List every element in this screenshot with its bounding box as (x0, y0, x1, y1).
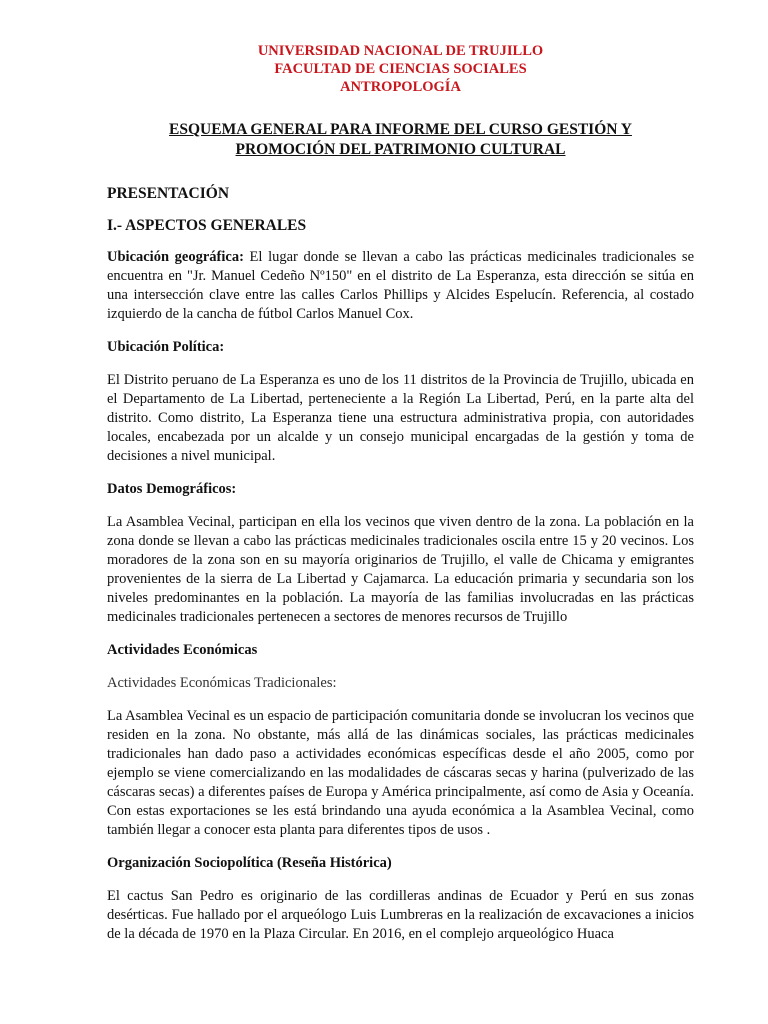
section-presentacion: PRESENTACIÓN (107, 185, 230, 202)
document-page (107, 42, 694, 944)
organizacion-heading: Organización Sociopolítica (Reseña Histórica) (107, 855, 392, 871)
university-name: UNIVERSIDAD NACIONAL DE TRUJILLO (257, 43, 544, 59)
document-title (107, 120, 694, 160)
title-line-2: PROMOCIÓN DEL PATRIMONIO CULTURAL (235, 141, 566, 158)
title-line-1: ESQUEMA GENERAL PARA INFORME DEL CURSO GESTIÓN Y (169, 121, 632, 138)
section-aspectos-generales: I.- ASPECTOS GENERALES (107, 217, 307, 234)
department-name: ANTROPOLOGÍA (340, 79, 461, 95)
ubicacion-geografica-label: Ubicación geográfica: (107, 249, 244, 265)
institution-header (107, 42, 694, 96)
datos-demograficos-heading: Datos Demográficos: (107, 481, 237, 497)
ubicacion-geografica-text: El lugar donde se llevan a cabo las prácticas medicinales tradicionales se encuentra en "Jr. Manuel Cedeño Nº150" en el distrito de La Esperanza, esta dirección se sitúa en una intersección clave entre las calles Carlos Phillips y Alcides Espelucín. Referencia, al costado izquierdo de la cancha de fútbol Carlos Manuel Cox. (107, 249, 695, 322)
ubicacion-politica-paragraph: El Distrito peruano de La Esperanza es uno de los 11 distritos de la Provincia de Trujillo, ubicada en el Departamento de La Libertad, perteneciente a la Región La Libertad, Perú, en la parte alta del distrito. Como distrito, La Esperanza tiene una estructura administrativa propia, con autoridades locales, encabezada por un alcalde y un consejo municipal encargadas de la gestión y toma de decisiones a nivel municipal. (107, 372, 694, 464)
actividades-tradicionales-subheading: Actividades Económicas Tradicionales: (107, 675, 337, 691)
actividades-economicas-heading: Actividades Económicas (107, 642, 258, 658)
ubicacion-geografica-paragraph (107, 248, 694, 324)
ubicacion-politica-heading: Ubicación Política: (107, 339, 225, 355)
organizacion-paragraph: El cactus San Pedro es originario de las cordilleras andinas de Ecuador y Perú en sus zonas desérticas. Fue hallado por el arqueólogo Luis Lumbreras en la realización de excavaciones a inicios de la década de 1970 en la Plaza Circular. En 2016, en el complejo arqueológico Huaca (107, 888, 694, 942)
actividades-economicas-paragraph: La Asamblea Vecinal es un espacio de participación comunitaria donde se involucran los vecinos que residen en la zona. No obstante, más allá de las dinámicas sociales, las prácticas medicinales tradicionales han dado paso a actividades económicas específicas desde el año 2005, como por ejemplo se viene comercializando en las modalidades de cáscaras secas y harina (pulverizado de las cáscaras secas) a diferentes países de Europa y América principalmente, así como de Asia y Oceanía. Con estas exportaciones se les está brindando una ayuda económica a la Asamblea Vecinal, como también llegar a conocer esta planta para diferentes tipos de usos . (107, 708, 694, 838)
faculty-name: FACULTAD DE CIENCIAS SOCIALES (274, 61, 527, 77)
datos-demograficos-paragraph: La Asamblea Vecinal, participan en ella los vecinos que viven dentro de la zona. La población en la zona donde se llevan a cabo las prácticas medicinales tradicionales oscila entre 15 y 20 vecinos. Los moradores de la zona son en su mayoría originarios de Trujillo, el valle de Chicama y emigrantes provenientes de la sierra de La Libertad y Cajamarca. La educación primaria y secundaria son los niveles predominantes en la población. La mayoría de las familias involucradas en las prácticas medicinales tradicionales pertenecen a sectores de menores recursos de Trujillo (107, 514, 694, 625)
